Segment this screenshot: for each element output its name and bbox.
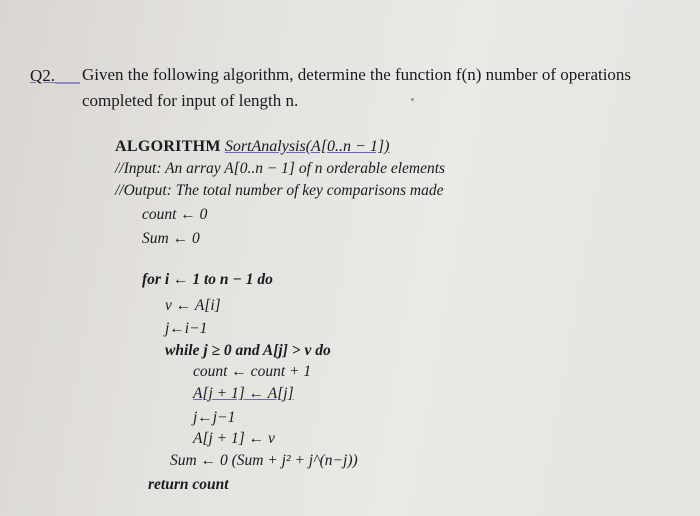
answer-blank-line [55,82,80,84]
ink-dot [411,98,414,101]
code-line-shift-element: A[j + 1] ← A[j] [193,385,294,402]
code-line-count-init: count ← 0 [142,206,208,223]
algorithm-output-comment: //Output: The total number of key comparisons made [115,182,444,199]
algorithm-header [115,138,389,156]
code-line-return: return count [148,476,229,493]
question-number: Q2. [30,66,56,85]
question-text-line-2: completed for input of length n. [82,91,299,110]
algorithm-name: SortAnalysis(A[0..n − 1]) [224,138,390,155]
code-line-count-increment: count ← count + 1 [193,363,312,380]
code-line-insert-v: A[j + 1] ← v [193,430,275,447]
question-text-line-1: Given the following algorithm, determine the function f(n) number of operations [82,65,632,84]
code-line-sum-init: Sum ← 0 [142,230,200,247]
code-line-j-decrement: j←j−1 [193,409,236,426]
code-line-sum-update: Sum ← 0 (Sum + j² + j^(n−j)) [170,452,358,469]
algorithm-input-comment: //Input: An array A[0..n − 1] of n orderable elements [115,160,446,177]
code-line-for-loop: for i ← 1 to n − 1 do [142,271,273,288]
algorithm-keyword: ALGORITHM [115,138,221,155]
code-line-v-assign: v ← A[i] [165,297,221,314]
code-line-while-loop: while j ≥ 0 and A[j] > v do [165,342,331,359]
code-line-j-assign: j←i−1 [165,320,208,337]
